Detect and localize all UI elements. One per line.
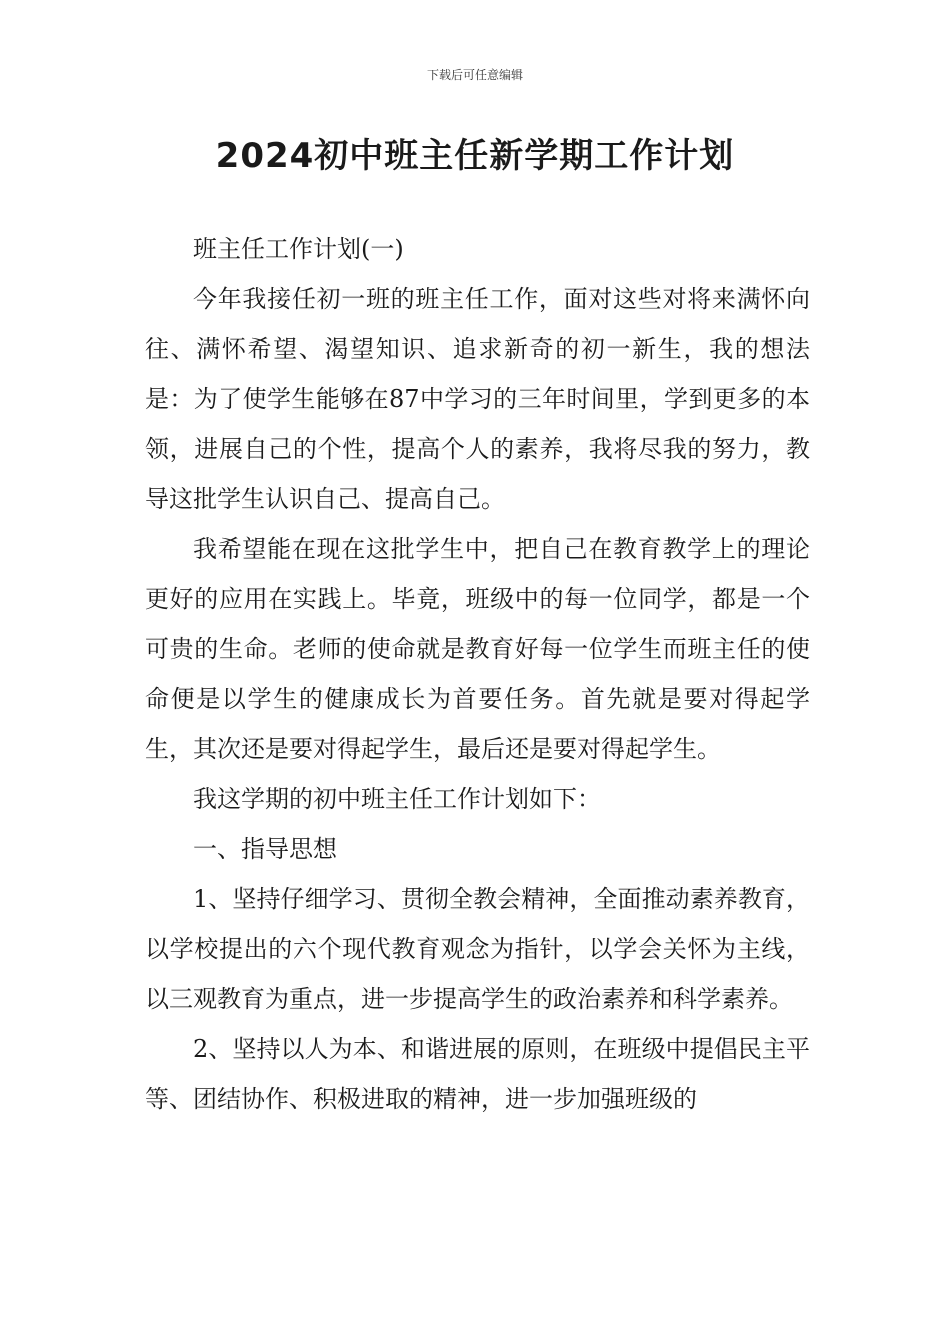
header-note: 下载后可任意编辑 [426,68,523,82]
document-title: 2024初中班主任新学期工作计划 [215,136,735,176]
paragraph: 我这学期的初中班主任工作计划如下： [193,785,601,813]
document-body [145,224,810,1124]
paragraph: 1、坚持仔细学习、贯彻全教会精神，全面推动素养教育，以学校提出的六个现代教育观念为指针，以学会关怀为主线，以三观教育为重点，进一步提高学生的政治素养和科学素养。 [145,885,810,1013]
paragraph: 2、坚持以人为本、和谐进展的原则，在班级中提倡民主平等、团结协作、积极进取的精神，进一步加强班级的 [145,1035,810,1113]
section-heading: 班主任工作计划(一) [193,235,404,263]
section-heading: 一、指导思想 [193,835,337,863]
paragraph: 今年我接任初一班的班主任工作，面对这些对将来满怀向往、满怀希望、渴望知识、追求新奇的初一新生，我的想法是：为了使学生能够在87中学习的三年时间里，学到更多的本领，进展自己的个性，提高个人的素养，我将尽我的努力，教导这批学生认识自己、提高自己。 [145,285,810,513]
paragraph: 我希望能在现在这批学生中，把自己在教育教学上的理论更好的应用在实践上。毕竟，班级中的每一位同学，都是一个可贵的生命。老师的使命就是教育好每一位学生而班主任的使命便是以学生的健康成长为首要任务。首先就是要对得起学生，其次还是要对得起学生，最后还是要对得起学生。 [145,535,810,763]
